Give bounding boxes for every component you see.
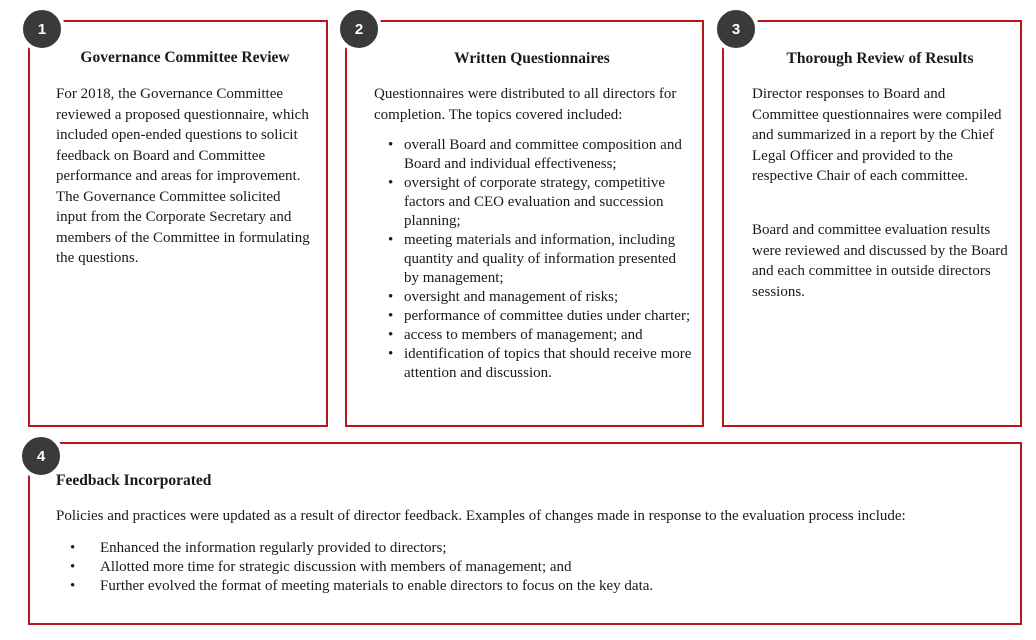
box-2-topic-list [374,136,692,383]
step-2-badge: 2 [336,6,382,52]
list-item: • oversight and management of risks; [374,288,692,307]
list-item: • Enhanced the information regularly provided to directors; [56,539,996,558]
box-1-text: For 2018, the Governance Committee reviewed a proposed questionnaire, which included open-ended questions to solicit feedback on Board and Committee performance and areas for improvement. The Governance Committee solicited input from the Corporate Secretary and members of the Committee in formulating the questions. [56,86,310,266]
step-4-badge: 4 [18,433,64,479]
list-item: • overall Board and committee composition and Board and individual effectiveness; [374,136,692,174]
box-3-paragraph-2: Board and committee evaluation results were reviewed and discussed by the Board and each committee in outside directors sessions. [752,222,1008,300]
list-item: • identification of topics that should receive more attention and discussion. [374,345,692,383]
box-4-intro: Policies and practices were updated as a result of director feedback. Examples of changes made in response to the evaluation process include: [56,508,906,524]
box-2-intro: Questionnaires were distributed to all directors for completion. The topics covered included: [374,86,677,123]
box-4-title: Feedback Incorporated [56,472,212,489]
list-item: • oversight of corporate strategy, competitive factors and CEO evaluation and succession planning; [374,174,692,231]
list-item: • performance of committee duties under charter; [374,307,692,326]
box-1-title: Governance Committee Review [80,49,290,66]
box-4-change-list [56,539,996,596]
step-3-badge: 3 [713,6,759,52]
list-item: • access to members of management; and [374,326,692,345]
list-item: • Allotted more time for strategic discussion with members of management; and [56,558,996,577]
box-3-paragraph-1: Director responses to Board and Committee questionnaires were compiled and summarized in a report by the Chief Legal Officer and provided to the respective Chair of each committee. [752,86,1002,184]
box-2-title: Written Questionnaires [454,50,610,67]
step-1-badge: 1 [19,6,65,52]
list-item: • meeting materials and information, including quantity and quality of information presented by management; [374,231,692,288]
list-item: • Further evolved the format of meeting materials to enable directors to focus on the key data. [56,577,996,596]
box-3-title: Thorough Review of Results [786,50,974,67]
box-feedback-incorporated [28,442,1022,625]
